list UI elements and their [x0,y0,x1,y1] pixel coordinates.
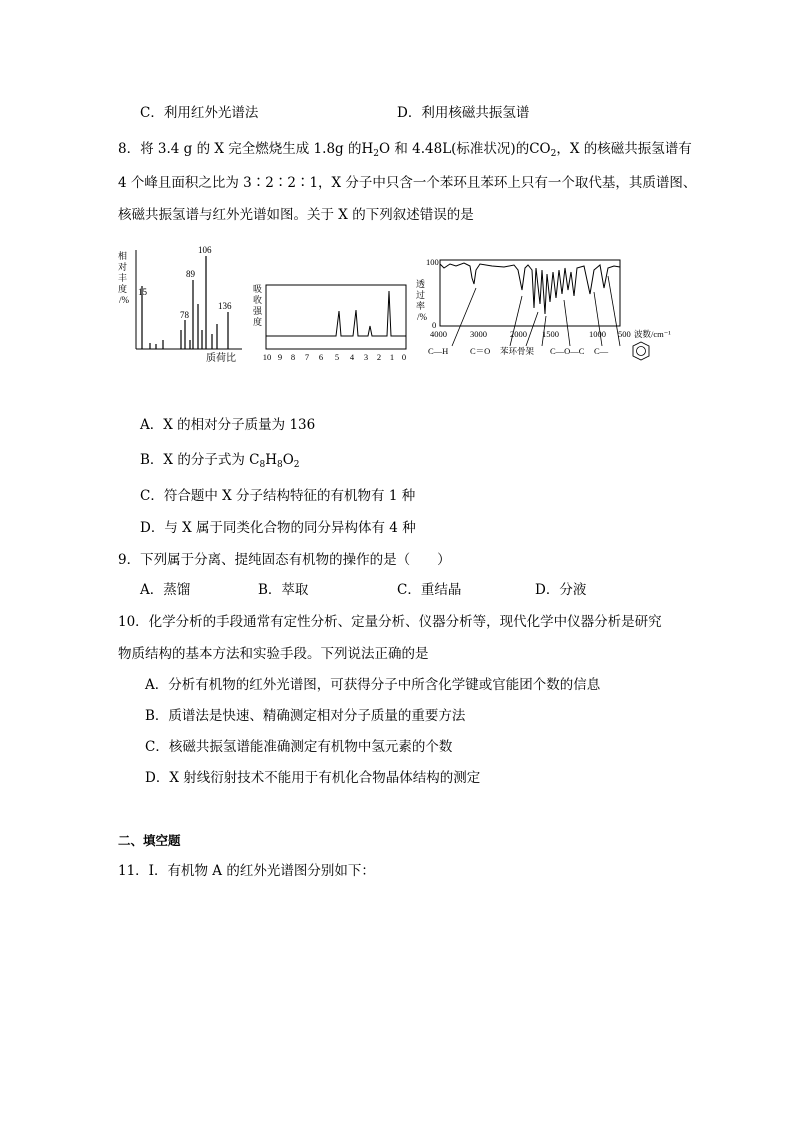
ir-x-tick: 1500 [542,329,559,339]
nmr-ylabel-char: 强 [253,306,263,316]
ir-ylabel [416,279,428,322]
q8-stem-line2: 4 个峰且面积之比为 3∶2∶2∶1，X 分子中只含一个苯环且苯环上只有一个取代基，其质谱图、 [118,175,697,191]
q9-option-c: C．重结晶 [397,582,462,598]
nmr-tick: 4 [349,352,355,362]
ms-ylabel-char: 度 [118,284,128,294]
nmr-tick: 7 [304,352,310,362]
nmr-tick: 8 [290,352,296,362]
nmr-tick: 2 [376,352,382,362]
q10-option-d: D．X 射线衍射技术不能用于有机化合物晶体结构的测定 [145,770,481,786]
nmr-frame [266,285,406,349]
nmr-figure [252,280,412,364]
nmr-tick: 3 [363,352,369,362]
q7-option-d: D．利用核磁共振氢谱 [397,105,530,121]
q10-option-c: C．核磁共振氢谱能准确测定有机物中氢元素的个数 [145,739,453,755]
q8-stem-line3: 核磁共振氢谱与红外光谱如图。关于 X 的下列叙述错误的是 [118,207,474,223]
q11-stem: 11．Ⅰ．有机物 A 的红外光谱图分别如下： [118,863,375,879]
nmr-ylabel-char: 度 [253,317,263,327]
ir-bond-label: C— [594,346,609,356]
q10-stem-line2: 物质结构的基本方法和实验手段。下列说法正确的是 [118,646,429,662]
q7-option-c: C．利用红外光谱法 [140,105,259,121]
q10-option-b: B．质谱法是快速、精确测定相对分子质量的重要方法 [145,708,466,724]
ir-trace [440,263,620,314]
ir-frame [440,260,620,326]
nmr-tick: 1 [389,352,395,362]
ms-ylabel-char: 对 [118,262,128,272]
nmr-tick: 5 [334,352,340,362]
nmr-tick: 10 [262,352,272,362]
q8-option-d: D．与 X 属于同类化合物的同分异构体有 4 种 [140,520,416,536]
q8-option-a: A．X 的相对分子质量为 136 [140,417,316,433]
benzene-ring-inner [637,347,646,356]
section-heading: 二、填空题 [118,833,181,848]
q8-option-c: C．符合题中 X 分子结构特征的有机物有 1 种 [140,488,416,504]
q8-stem-line1: 8．将 3.4 g 的 X 完全燃烧生成 1.8g 的$H_2O$ 和 4.48L(标准状况)的$CO_2$，X 的核磁共振氢谱有 [118,141,692,159]
ir-x-tick: 4000 [430,329,447,339]
ms-ylabel-char: /% [119,295,129,305]
q9-option-b: B．萃取 [258,582,309,598]
nmr-ylabel-char: 吸 [253,284,263,294]
ir-bond-label: C＝O [470,346,491,356]
mass-spectrum-figure [116,244,246,366]
ir-bond-label: C—H [428,346,449,356]
ms-peak-label: 89 [186,269,195,279]
ir-y-top: 100 [426,257,439,267]
q9-option-d: D．分液 [535,582,587,598]
ir-ylabel-char: 过 [416,290,426,300]
ir-figure [414,254,676,368]
benzene-ring-icon [633,342,649,360]
ms-xlabel: 质荷比 [206,353,236,364]
ms-peak-label: 136 [218,301,232,311]
ir-ylabel-char: /% [417,312,427,322]
q10-option-a: A．分析有机物的红外光谱图，可获得分子中所含化学键或官能团个数的信息 [145,677,601,693]
ir-bond-label: C—O—C [550,346,585,356]
ms-ylabel-char: 丰 [118,273,128,283]
ir-x-unit: 波数/cm⁻¹ [634,329,671,339]
ir-bond-label: 苯环骨架 [500,346,535,356]
ir-x-tick: 3000 [470,329,487,339]
nmr-trace [266,291,406,336]
ir-x-tick: 500 [618,329,631,339]
ir-ylabel-char: 透 [416,279,426,289]
q9-stem: 9．下列属于分离、提纯固态有机物的操作的是（ ） [118,552,451,568]
ir-ylabel-char: 率 [416,301,426,311]
nmr-tick: 0 [401,352,407,362]
nmr-ylabel [253,284,263,327]
q8-option-b: B．X 的分子式为 $C_8H_8O_2$ [140,452,300,470]
nmr-ylabel-char: 收 [253,295,263,305]
ms-peak-label: 106 [198,245,212,255]
ir-x-tick: 1000 [589,329,606,339]
nmr-tick: 9 [277,352,283,362]
ir-x-tick: 2000 [510,329,527,339]
q10-stem-line1: 10．化学分析的手段通常有定性分析、定量分析、仪器分析等，现代化学中仪器分析是研究 [118,614,662,630]
ms-ylabel-char: 相 [118,251,128,261]
nmr-tick: 6 [318,352,324,362]
q9-option-a: A．蒸馏 [140,582,191,598]
ms-peak-label: 78 [180,310,189,320]
ir-y-bottom: 0 [432,320,437,330]
ms-peak-label: 15 [138,287,147,297]
mass-spectrum-ylabel [118,250,130,305]
